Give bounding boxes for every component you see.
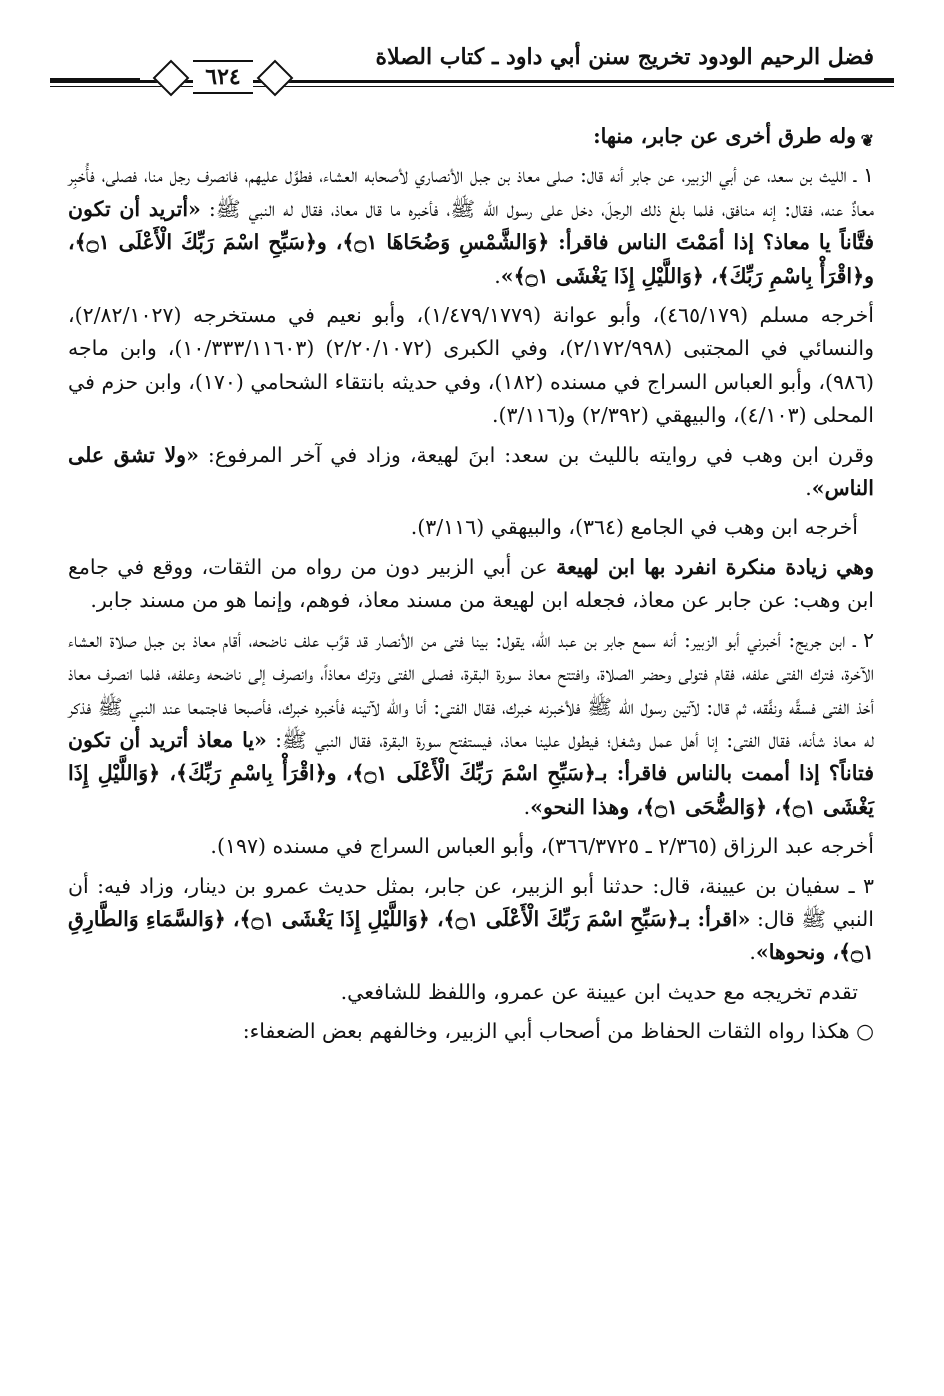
paragraph-8 [68,870,874,970]
page-number-line-right [824,78,894,80]
paragraph-10-text: هكذا رواه الثقات الحفاظ من أصحاب أبي الزبير، وخالفهم بعض الضعفاء: [242,1019,850,1044]
paragraph-10 [68,1015,874,1048]
page-body [68,120,874,1055]
paragraph-6 [68,624,874,824]
paragraph-5-bold: وهي زيادة منكرة انفرد بها ابن لهيعة [556,554,874,579]
paragraph-4-takhrij: أخرجه ابن وهب في الجامع (٣٦٤)، والبيهقي (٣/١١٦). [410,515,858,540]
running-title: فضل الرحيم الودود تخريج سنن أبي داود ـ كتاب الصلاة [375,44,874,70]
page-number-line-left [50,78,140,80]
paragraph-5-text: عن أبي الزبير دون من رواه من الثقات، ووقع في جامع ابن وهب: عن جابر عن معاذ، فجعله ابن لهيعة من مسند معاذ، فوهم، وإنما هو من مسند جابر. [68,554,874,613]
paragraph-6-text: ٢ ـ ابن جريج: أخبرني أبو الزبير: أنه سمع جابر بن عبد الله، يقول: بينا فتى من الأنصار قد قرَّب علف ناضحه، أقام معاذ بن جبل صلاة العشاء الآخرة، فترك الفتى علفه، فقام فتولى وحضر الصلاة، وافتتح معاذ سورة البقرة، فصلى الفتى وترك معاذاً، وانصرف إلى ناضحه وعلفه، فلما انصرف معاذ أخذ الفتى فسقَّه ونفَّقه، ثم قال: لآتين رسول الله ﷺ فلأخبرنه خبرك، فقال الفتى: أنا والله لآتينه فأخبره خبرك، فأصبحا فاجتمعا عند النبي ﷺ فذكر له معاذ شأنه، فقال الفتى: إنا أهل عمل وشغل؛ فيطول علينا معاذ، فيستفتح سورة البقرة، فقال النبي ﷺ: [68,627,874,752]
paragraph-1 [68,159,874,293]
page-number-ornament [148,58,298,96]
paragraph-3 [68,439,874,506]
circle-bullet-icon: ○ [856,1019,874,1044]
paragraph-3-end: . [805,476,812,501]
paragraph-9: تقدم تخريجه مع حديث ابن عيينة عن عمرو، واللفظ للشافعي. [340,979,858,1004]
paragraph-3-addition: «ولا تشق على الناس» [68,442,874,501]
paragraph-1-hadith: «أتريد أن تكون فتَّاناً يا معاذ؟ إذا أمَمْتَ الناس فاقرأ: ﴿وَالشَّمْسِ وَضُحَاهَا ۝١﴾، و﴿سَبِّحِ اسْمَ رَبِّكَ الْأَعْلَى ۝١﴾، و﴿اقْرَأْ بِاسْمِ رَبِّكَ﴾، ﴿وَاللَّيْلِ إِذَا يَغْشَى ۝١﴾» [68,196,874,288]
paragraph-8-hadith: «اقرأ: بـ﴿سَبِّحِ اسْمَ رَبِّكَ الْأَعْلَى ۝١﴾، ﴿وَاللَّيْلِ إِذَا يَغْشَى ۝١﴾، ﴿وَالسَّمَاءِ وَالطَّارِقِ ۝١﴾، ونحوها» [68,906,874,965]
page-number-area [0,58,944,98]
leaf-icon: ❦ [860,131,874,150]
page-number: ٦٢٤ [193,60,252,94]
paragraph-6-end: . [523,794,531,819]
paragraph-1-text: ١ ـ الليث بن سعد، عن أبي الزبير، عن جابر أنه قال: صلى معاذ بن جبل الأنصاري لأصحابه العشاء، فطوَّل عليهم، فانصرف رجل منا، فصلى، فأُخبِر معاذٌ عنه، فقال: إنه منافق، فلما بلغ ذلك الرجلَ، دخل على رسول الله ﷺ، فأخبره ما قال معاذ، فقال له النبي ﷺ: [68,163,874,221]
paragraph-3-text: وقرن ابن وهب في روايته بالليث بن سعد: ابنَ لهيعة، وزاد في آخر المرفوع: [198,442,874,467]
paragraph-6-hadith: «يا معاذ أتريد أن تكون فتاناً؟ إذا أممت بالناس فاقرأ: بـ﴿سَبِّحِ اسْمَ رَبِّكَ الْأَعْلَى ۝١﴾، و﴿اقْرَأْ بِاسْمِ رَبِّكَ﴾، ﴿وَاللَّيْلِ إِذَا يَغْشَى ۝١﴾، ﴿وَالضُّحَى ۝١﴾، وهذا النحو» [68,727,874,819]
paragraph-5 [68,551,874,618]
paragraph-2-takhrij: أخرجه مسلم (٤٦٥/١٧٩)، وأبو عوانة (١/٤٧٩/١٧٧٩)، وأبو نعيم في مستخرجه (٢/٨٢/١٠٢٧)، والنسائي في المجتبى (٢/١٧٢/٩٩٨)، وفي الكبرى (٢/٢٠/١٠٧٢) (١٠/٣٣٣/١١٦٠٣)، وابن ماجه (٩٨٦)، وأبو العباس السراج في مسنده (١٨٢)، وفي حديثه بانتقاء الشحامي (١٧٠)، وابن حزم في المحلى (٤/١٠٣)، والبيهقي (٢/٣٩٢) و(٣/١١٦). [68,303,874,428]
paragraph-8-end: . [749,940,756,965]
section-heading [68,120,874,153]
paragraph-1-end: . [494,263,501,288]
section-heading-text: وله طرق أخرى عن جابر، منها: [593,124,856,148]
paragraph-7-takhrij: أخرجه عبد الرزاق (٢/٣٦٥ ـ ٣٦٦/٣٧٢٥)، وأبو العباس السراج في مسنده (١٩٧). [210,834,874,859]
paragraph-8-text: ٣ ـ سفيان بن عيينة، قال: حدثنا أبو الزبير، عن جابر، بمثل حديث عمرو بن دينار، وزاد فيه: أن النبي ﷺ قال: [68,873,874,931]
